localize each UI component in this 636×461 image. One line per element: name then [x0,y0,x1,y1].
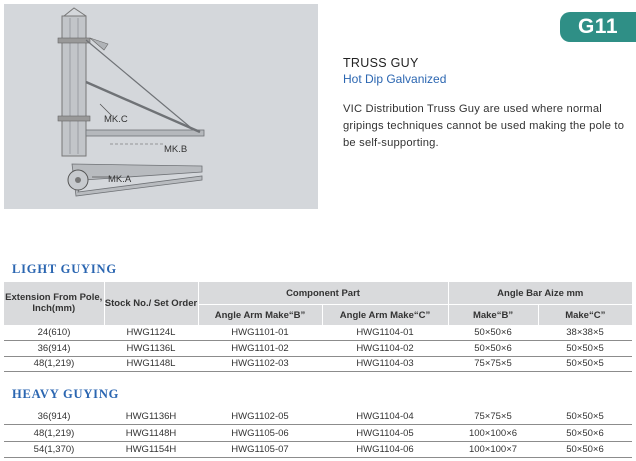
heavy-guying-table [4,409,632,458]
cell-make-c: 38×38×5 [538,325,632,341]
cell-arm-c: HWG1104-04 [322,409,448,425]
product-subtitle: Hot Dip Galvanized [343,72,447,86]
product-title: TRUSS GUY [343,56,419,70]
cell-make-b: 100×100×6 [448,425,538,441]
light-guying-heading: LIGHT GUYING [12,262,117,276]
pole-shape [62,16,86,156]
truss-guy-diagram [4,4,318,209]
cell-make-b: 75×75×5 [448,356,538,372]
cell-stock: HWG1148H [104,425,198,441]
cell-stock: HWG1136H [104,409,198,425]
header-extension: Extension From Pole, Inch(mm) [4,282,104,325]
cell-arm-b: HWG1101-02 [198,341,322,357]
cell-arm-c: HWG1104-05 [322,425,448,441]
cell-extension: 54(1,370) [4,441,104,457]
cell-make-b: 75×75×5 [448,409,538,425]
cell-arm-b: HWG1105-06 [198,425,322,441]
cell-extension: 24(610) [4,325,104,341]
cell-make-b: 100×100×7 [448,441,538,457]
mk-b-label: MK.B [164,144,188,155]
cell-arm-b: HWG1105-07 [198,441,322,457]
mk-a-label: MK.A [108,174,132,185]
cell-arm-c: HWG1104-01 [322,325,448,341]
section-badge: G11 [560,12,636,42]
angle-arm-b-shape [86,130,204,136]
header-stock: Stock No./ Set Order [104,282,198,325]
light-guying-table [4,282,632,372]
cell-make-b: 50×50×6 [448,325,538,341]
cell-make-b: 50×50×6 [448,341,538,357]
cell-make-c: 50×50×6 [538,441,632,457]
header-component: Component Part [198,282,448,305]
cell-make-c: 50×50×5 [538,341,632,357]
product-photo [4,4,318,209]
cell-stock: HWG1154H [104,441,198,457]
cell-extension: 48(1,219) [4,425,104,441]
cell-make-c: 50×50×6 [538,425,632,441]
cell-stock: HWG1136L [104,341,198,357]
header-make-b: Make“B” [448,305,538,326]
cell-stock: HWG1148L [104,356,198,372]
heavy-guying-heading: HEAVY GUYING [12,387,120,401]
cell-arm-b: HWG1101-01 [198,325,322,341]
product-description: VIC Distribution Truss Guy are used where normal gripings techniques cannot be used making the pole to be self-supporting. [343,103,625,149]
cell-extension: 48(1,219) [4,356,104,372]
header-make-c: Make“C” [538,305,632,326]
cell-arm-b: HWG1102-05 [198,409,322,425]
cell-stock: HWG1124L [104,325,198,341]
cell-extension: 36(914) [4,409,104,425]
cell-make-c: 50×50×5 [538,356,632,372]
table-row [4,341,632,357]
table-row [4,409,632,425]
header-arm-b: Angle Arm Make“B” [198,305,322,326]
cell-extension: 36(914) [4,341,104,357]
cell-arm-c: HWG1104-03 [322,356,448,372]
header-angle-bar: Angle Bar Aize mm [448,282,632,305]
table-row [4,325,632,341]
cell-arm-c: HWG1104-06 [322,441,448,457]
cell-arm-b: HWG1102-03 [198,356,322,372]
header-arm-c: Angle Arm Make“C” [322,305,448,326]
cell-arm-c: HWG1104-02 [322,341,448,357]
cell-make-c: 50×50×5 [538,409,632,425]
angle-bar-a-shape [72,164,202,196]
guy-wire-shape [86,40,196,132]
table-row [4,425,632,441]
table-row [4,441,632,457]
mk-c-label: MK.C [104,114,128,125]
table-row [4,356,632,372]
